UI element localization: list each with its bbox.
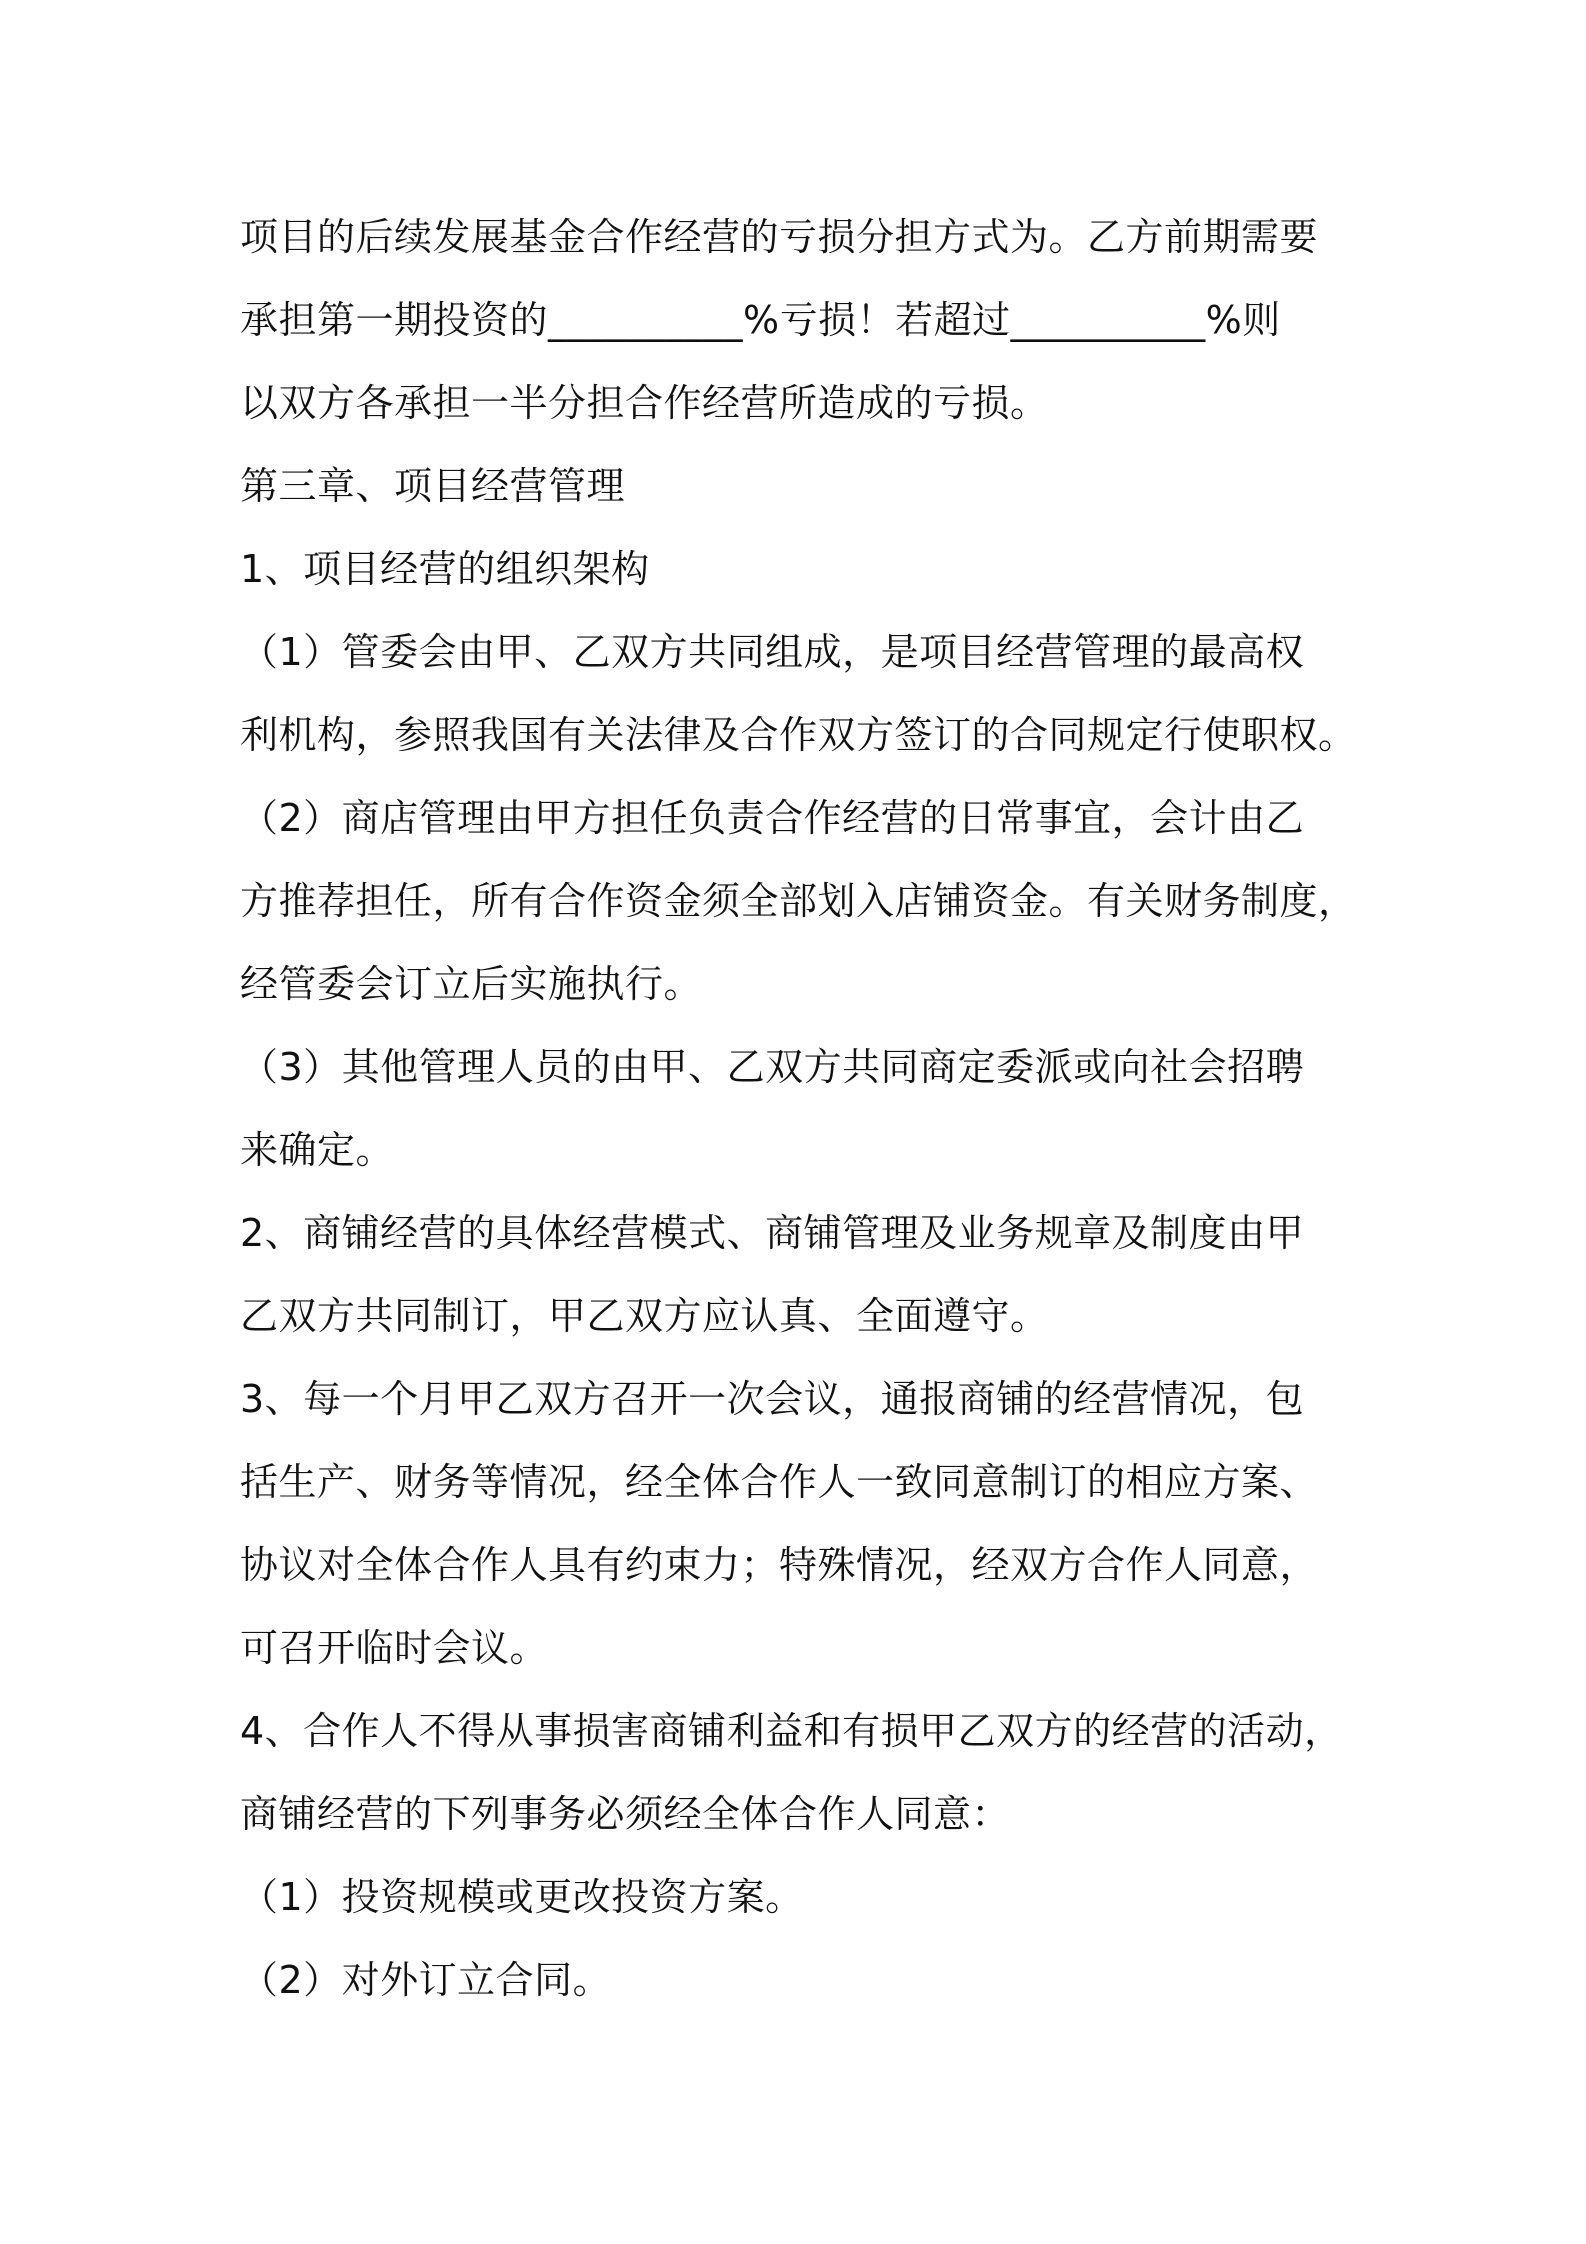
paragraph-line: 4、合作人不得从事损害商铺利益和有损甲乙双方的经营的活动， [240,1709,1343,1753]
paragraph-line: 承担第一期投资的__________%亏损！若超过__________%则 [240,298,1281,342]
chapter-heading: 第三章、项目经营管理 [240,464,626,508]
paragraph-line: 括生产、财务等情况，经全体合作人一致同意制订的相应方案、 [240,1460,1319,1504]
paragraph-line: （2）商店管理由甲方担任负责合作经营的日常事宜，会计由乙 [240,796,1305,840]
paragraph-line: （1）管委会由甲、乙双方共同组成，是项目经营管理的最高权 [240,630,1305,674]
section-heading: 1、项目经营的组织架构 [240,547,650,591]
paragraph-line: （1）投资规模或更改投资方案。 [240,1875,804,1919]
paragraph-line: （2）对外订立合同。 [240,1958,612,2002]
paragraph-line: 乙双方共同制订，甲乙双方应认真、全面遵守。 [240,1294,1049,1338]
paragraph-line: 来确定。 [240,1128,395,1172]
paragraph-line: 协议对全体合作人具有约束力；特殊情况，经双方合作人同意， [240,1543,1319,1587]
paragraph-line: 3、每一个月甲乙双方召开一次会议，通报商铺的经营情况，包 [240,1377,1305,1421]
paragraph-line: 经管委会订立后实施执行。 [240,962,703,1006]
paragraph-line: 商铺经营的下列事务必须经全体合作人同意： [240,1792,1011,1836]
paragraph-line: 2、商铺经营的具体经营模式、商铺管理及业务规章及制度由甲 [240,1211,1305,1255]
document-body [240,196,1370,2022]
paragraph-line: 项目的后续发展基金合作经营的亏损分担方式为。乙方前期需要 [240,215,1319,259]
paragraph-line: 方推荐担任，所有合作资金须全部划入店铺资金。有关财务制度， [240,879,1357,923]
paragraph-line: 利机构，参照我国有关法律及合作双方签订的合同规定行使职权。 [240,713,1357,757]
paragraph-line: 以双方各承担一半分担合作经营所造成的亏损。 [240,381,1049,425]
paragraph-line: 可召开临时会议。 [240,1626,549,1670]
paragraph-line: （3）其他管理人员的由甲、乙双方共同商定委派或向社会招聘 [240,1045,1305,1089]
